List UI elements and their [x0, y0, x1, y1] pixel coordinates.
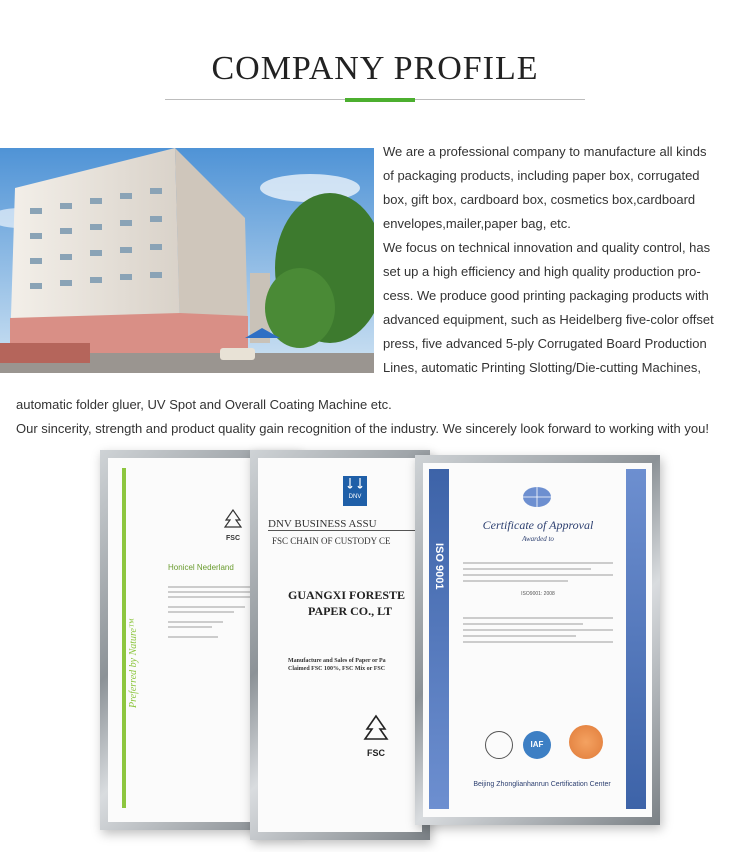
accreditation-seal-icon	[569, 725, 603, 759]
intro-line: advanced equipment, such as Heidelberg five-color offset	[383, 312, 714, 327]
intro-text	[383, 140, 733, 380]
tree-check-icon	[361, 713, 391, 743]
intro-line: box, gift box, cardboard box, cosmetics box,cardboard	[383, 192, 696, 207]
side-text: Preferred by Nature™	[128, 618, 139, 708]
org-name: Honicel Nederland	[168, 563, 234, 572]
intro-line: envelopes,mailer,paper bag, etc.	[383, 216, 571, 231]
dnv-subbanner: FSC CHAIN OF CUSTODY CE	[272, 536, 391, 546]
iaf-badge: IAF	[523, 731, 551, 759]
company-building-photo	[0, 148, 374, 373]
company-line-2: PAPER CO., LT	[308, 604, 393, 618]
iso-standard: ISO9001: 2008	[521, 591, 555, 597]
intro-line: We are a professional company to manufacture all kinds	[383, 144, 707, 159]
page-title: COMPANY PROFILE	[211, 50, 539, 87]
fsc-logo: FSC	[358, 713, 394, 758]
dnv-fsc-certificate	[250, 450, 430, 840]
intro-line: cess. We produce good printing packaging products with	[383, 288, 709, 303]
intro-line: press, five advanced 5-ply Corrugated Board Production	[383, 336, 707, 351]
globe-icon	[519, 485, 555, 509]
intro-line: set up a high efficiency and high quality production pro-	[383, 264, 701, 279]
green-side-stripe	[122, 468, 126, 808]
continuation-line: automatic folder gluer, UV Spot and Overall Coating Machine etc.	[16, 397, 392, 412]
blue-side-band	[429, 469, 449, 809]
dnv-banner: DNV BUSINESS ASSU	[268, 518, 422, 531]
fine-print-2	[463, 613, 613, 647]
fine-print	[463, 558, 613, 586]
certificates-gallery	[80, 440, 680, 850]
intro-line: Lines, automatic Printing Slotting/Die-cutting Machines,	[383, 360, 701, 375]
certification-seal-icon	[485, 731, 513, 759]
intro-line: We focus on technical innovation and quality control, has	[383, 240, 711, 255]
iso-heading: Certificate of Approval	[482, 518, 594, 532]
anchor-icon	[345, 476, 365, 492]
globe-emblem	[519, 485, 555, 509]
title-divider-accent	[345, 98, 415, 102]
continuation-line: Our sincerity, strength and product quality gain recognition of the industry. We sincerely look forward to working with you!	[16, 421, 709, 436]
issuer-name: Beijing Zhonglianhanrun Certification Center	[473, 781, 611, 788]
scope-line-1: Manufacture and Sales of Paper or Pa	[288, 658, 386, 664]
dnv-badge: DNV	[343, 476, 367, 506]
blue-side-band-right	[626, 469, 646, 809]
fsc-logo: FSC	[218, 508, 248, 542]
scope-line-2: Claimed FSC 100%, FSC Mix or FSC	[288, 666, 386, 672]
continuation-text	[16, 393, 736, 441]
awarded-to: Awarded to	[522, 535, 554, 543]
iso-certificate	[415, 455, 660, 825]
intro-line: of packaging products, including paper box, corrugated	[383, 168, 700, 183]
tree-check-icon	[222, 508, 244, 530]
iso-side-label-left: ISO 9001	[433, 543, 445, 590]
company-line-1: GUANGXI FORESTE	[288, 588, 406, 602]
